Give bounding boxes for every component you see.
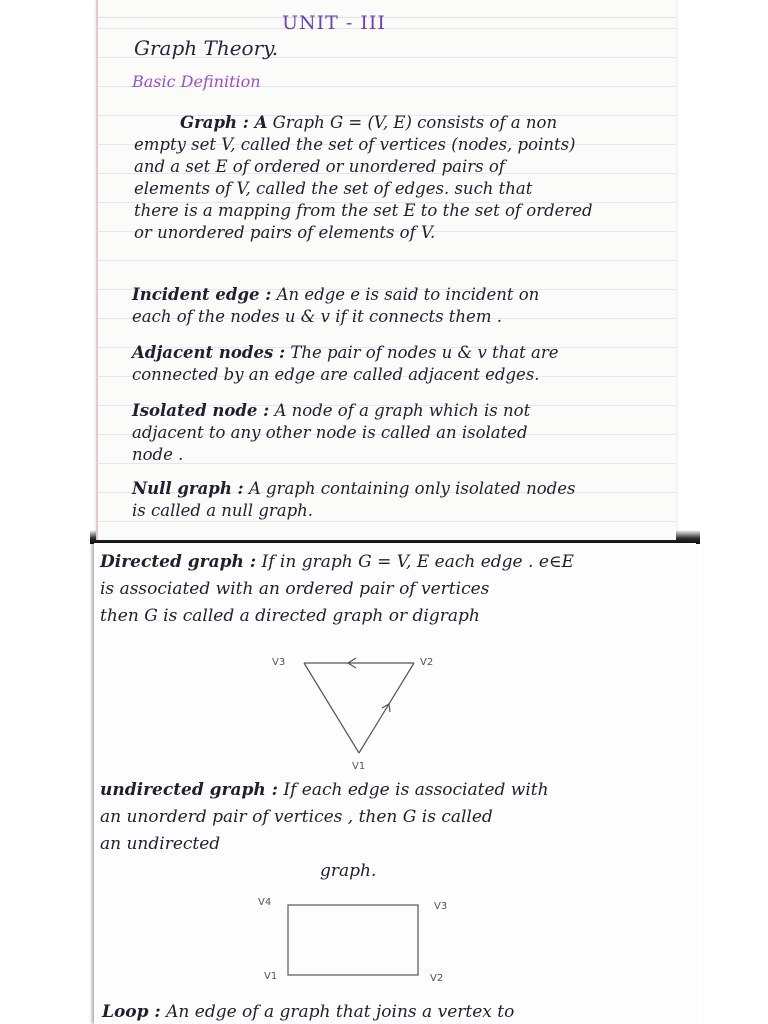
unit-heading: UNIT - III: [282, 12, 386, 34]
vertex-label-v1-undirected: V1: [264, 971, 278, 982]
vertex-label-v2-undirected: V2: [430, 973, 444, 984]
graph-term: Graph : A: [180, 113, 268, 132]
vertex-label-v4: V4: [258, 897, 272, 908]
adjacent-term: Adjacent nodes :: [132, 343, 286, 362]
incident-edge-definition: Incident edge : An edge e is said to incident on each of the nodes u & v if it connects them .: [132, 285, 540, 326]
isolated-term: Isolated node :: [132, 401, 270, 420]
notebook-page-top: [96, 0, 676, 540]
page-title: Graph Theory.: [134, 36, 279, 60]
directed-graph-definition: Directed graph : If in graph G = V, E each edge . e∈E is associated with an ordered pair of vertices then G is called a directed graph or digraph: [100, 552, 574, 626]
directed-graph-figure: [264, 653, 444, 773]
null-graph-definition: Null graph : A graph containing only isolated nodes is called a null graph.: [132, 479, 576, 520]
edge-v1-v2: [359, 663, 414, 753]
undirected-graph-definition: undirected graph : If each edge is associated with an unorderd pair of vertices , then G is called an undirected graph.: [100, 780, 549, 881]
undirected-rectangle-edges: [288, 905, 418, 975]
undirected-term: undirected graph :: [100, 780, 278, 800]
edge-v3-v1: [304, 663, 359, 753]
incident-term: Incident edge :: [132, 285, 272, 304]
vertex-label-v2: V2: [420, 657, 434, 668]
graph-definition: Graph : A Graph G = (V, E) consists of a non empty set V, called the set of vertices (nodes, points) and a set E of ordered or unordered pairs of elements of V, called the set of edges. such that there is a mapping from the set E to the set of ordered or unordered pairs of elements of V.: [134, 113, 593, 242]
notebook-page-bottom: [94, 543, 696, 1024]
isolated-node-definition: Isolated node : A node of a graph which is not adjacent to any other node is called an isolated node .: [132, 401, 531, 464]
directed-term: Directed graph :: [100, 552, 257, 572]
adjacent-nodes-definition: Adjacent nodes : The pair of nodes u & v that are connected by an edge are called adjacent edges.: [132, 343, 559, 384]
top-margin-rule: [98, 17, 676, 18]
vertex-label-v3-undirected: V3: [434, 901, 448, 912]
vertex-label-v3: V3: [272, 657, 286, 668]
loop-definition: Loop : An edge of a graph that joins a vertex to: [102, 1002, 515, 1022]
section-subtitle: Basic Definition: [132, 72, 261, 91]
undirected-graph-figure: [254, 891, 474, 991]
null-term: Null graph :: [132, 479, 244, 498]
loop-term: Loop :: [102, 1002, 161, 1022]
vertex-label-v1: V1: [352, 761, 366, 772]
